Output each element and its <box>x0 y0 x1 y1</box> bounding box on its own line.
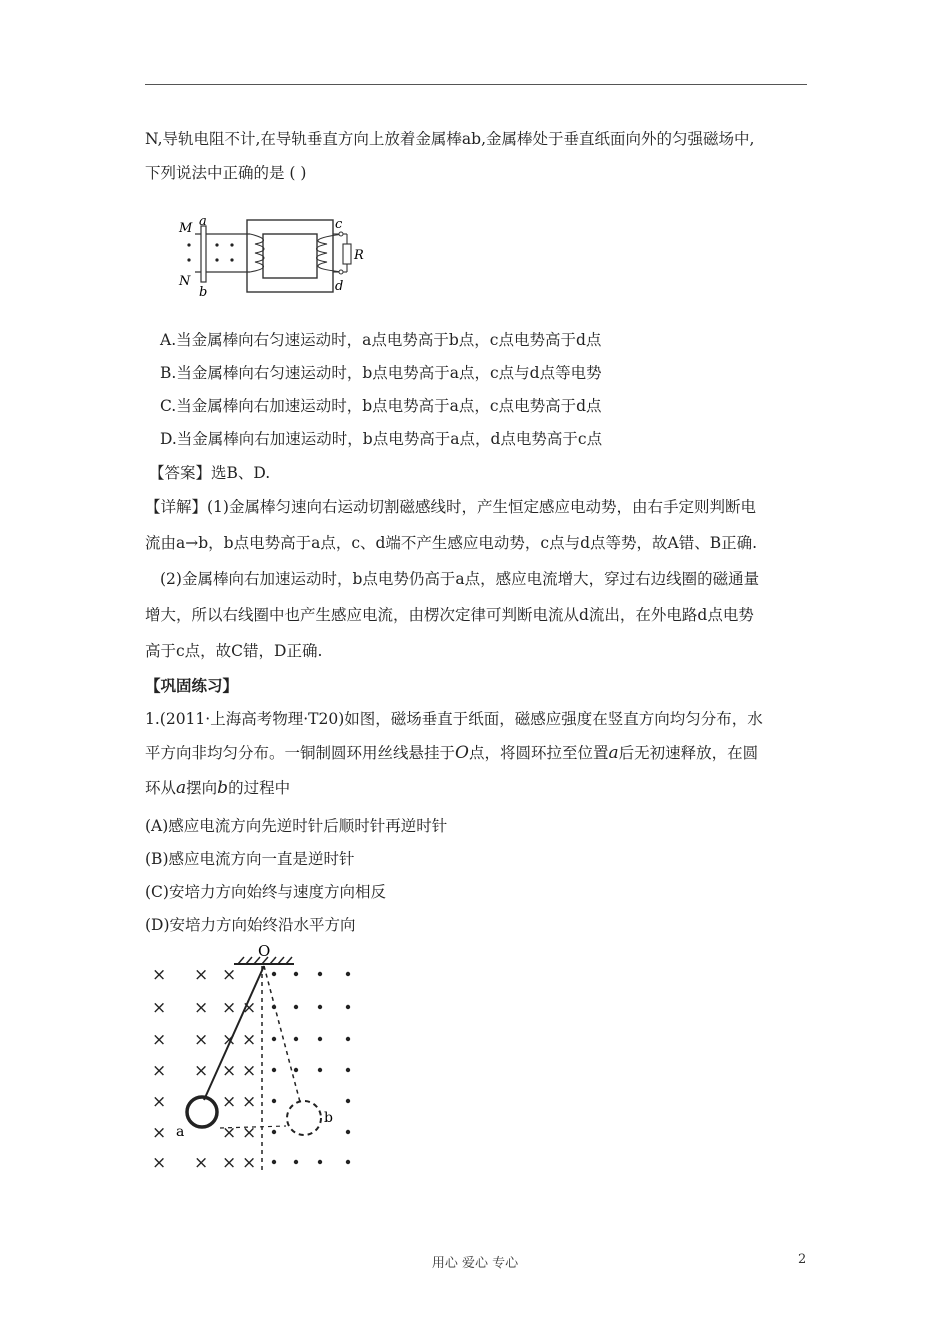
option-d: D.当金属棒向右加速运动时，b点电势高于a点，d点电势高于c点 <box>160 430 603 448</box>
practice-option-b: (B)感应电流方向一直是逆时针 <box>145 850 355 868</box>
label-a: a <box>199 214 207 229</box>
page-number: 2 <box>798 1252 807 1267</box>
field-dot-mark <box>272 1068 276 1072</box>
field-dot-mark <box>318 1037 322 1041</box>
field-cross-mark: × <box>152 965 167 985</box>
field-cross-mark: × <box>242 1123 257 1143</box>
field-dot-mark <box>294 1068 298 1072</box>
field-dot-mark <box>346 972 350 976</box>
option-c: C.当金属棒向右加速运动时，b点电势高于a点，c点电势高于d点 <box>160 397 602 415</box>
practice-q1-line2 <box>145 743 758 763</box>
circuit-figure <box>175 212 375 304</box>
practice-option-d: (D)安培力方向始终沿水平方向 <box>145 916 356 934</box>
field-cross-mark: × <box>194 998 209 1018</box>
header-rule <box>145 84 807 85</box>
field-cross-mark: × <box>152 1061 167 1081</box>
field-dot-mark <box>272 1099 276 1103</box>
field-cross-mark: × <box>242 1030 257 1050</box>
detail-line4: 增大，所以右线圈中也产生感应电流，由楞次定律可判断电流从d流出，在外电路d点电势 <box>145 606 754 624</box>
practice-q1-line1: 1.(2011·上海高考物理·T20)如图，磁场垂直于纸面，磁感应强度在竖直方向均匀分布，水 <box>145 710 763 728</box>
field-dot-mark <box>346 1160 350 1164</box>
field-dot-mark <box>272 1160 276 1164</box>
question-text-line2: 下列说法中正确的是 ( ) <box>145 164 307 182</box>
q1-line2-part-c: 后无初速释放，在圆 <box>618 744 759 762</box>
field-dot-mark <box>346 1037 350 1041</box>
detail-line3: (2)金属棒向右加速运动时，b点电势仍高于a点，感应电流增大，穿过右边线圈的磁通量 <box>160 570 760 588</box>
field-cross-mark: × <box>152 1153 167 1173</box>
field-dot-mark <box>318 1005 322 1009</box>
field-dot-mark <box>272 972 276 976</box>
label-b: b <box>199 285 208 300</box>
field-cross-mark: × <box>242 1061 257 1081</box>
field-cross-mark: × <box>194 1153 209 1173</box>
question-text-line1: N,导轨电阻不计,在导轨垂直方向上放着金属棒ab,金属棒处于垂直纸面向外的匀强磁场中, <box>145 130 755 148</box>
practice-option-c: (C)安培力方向始终与速度方向相反 <box>145 883 386 901</box>
q1-line2-part-a: 平方向非均匀分布。一铜制圆环用丝线悬挂于 <box>145 744 456 762</box>
field-cross-mark: × <box>222 1061 237 1081</box>
pendulum-figure <box>148 944 368 1174</box>
practice-heading: 【巩固练习】 <box>145 676 239 695</box>
field-cross-mark: × <box>222 1092 237 1112</box>
label-a-pos: a <box>176 1124 185 1140</box>
field-cross-mark: × <box>152 1092 167 1112</box>
practice-option-a: (A)感应电流方向先逆时针后顺时针再逆时针 <box>145 817 448 835</box>
practice-q1-line3 <box>145 778 290 798</box>
symbol-b: b <box>217 778 229 798</box>
symbol-a2: a <box>176 778 187 798</box>
field-cross-mark: × <box>242 998 257 1018</box>
field-cross-mark: × <box>222 965 237 985</box>
field-dot-mark <box>318 1160 322 1164</box>
field-cross-mark: × <box>194 1030 209 1050</box>
field-dot-mark <box>346 1005 350 1009</box>
field-dot-mark <box>346 1099 350 1103</box>
page-footer: 用心 爱心 专心 <box>431 1256 519 1271</box>
field-dot-mark <box>318 972 322 976</box>
q1-line2-part-b: 点，将圆环拉至位置 <box>468 744 609 762</box>
label-c: c <box>335 217 343 232</box>
label-b-pos: b <box>324 1110 333 1126</box>
field-dot-mark <box>272 1037 276 1041</box>
field-dot-mark <box>272 1130 276 1134</box>
field-cross-mark: × <box>152 1030 167 1050</box>
q1-line3-part-c: 的过程中 <box>228 779 291 797</box>
field-cross-mark: × <box>194 1061 209 1081</box>
field-dot-mark <box>294 1160 298 1164</box>
field-cross-mark: × <box>194 965 209 985</box>
detail-line5: 高于c点，故C错，D正确. <box>145 642 323 660</box>
field-cross-mark: × <box>222 1123 237 1143</box>
label-d: d <box>335 279 344 294</box>
label-N: N <box>179 274 191 289</box>
detail-line1: 【详解】(1)金属棒匀速向右运动切割磁感线时，产生恒定感应电动势，由右手定则判断电 <box>145 498 756 516</box>
field-dot-mark <box>346 1068 350 1072</box>
field-cross-mark: × <box>222 998 237 1018</box>
field-dot-mark <box>294 972 298 976</box>
field-dot-mark <box>294 1005 298 1009</box>
field-cross-mark: × <box>222 1030 237 1050</box>
field-dot-mark <box>346 1130 350 1134</box>
symbol-O: O <box>455 743 469 763</box>
field-dot-mark <box>318 1068 322 1072</box>
detail-line2: 流由a→b，b点电势高于a点，c、d端不产生感应电动势，c点与d点等势，故A错、B正确. <box>145 534 758 552</box>
answer-line: 【答案】选B、D. <box>149 464 271 482</box>
label-R: R <box>354 248 364 263</box>
field-cross-mark: × <box>152 1123 167 1143</box>
option-a: A.当金属棒向右匀速运动时，a点电势高于b点，c点电势高于d点 <box>160 331 602 349</box>
q1-line3-part-b: 摆向 <box>186 779 218 797</box>
field-cross-mark: × <box>222 1153 237 1173</box>
symbol-a: a <box>608 743 619 763</box>
field-cross-mark: × <box>152 998 167 1018</box>
field-cross-mark: × <box>242 1153 257 1173</box>
field-cross-mark: × <box>242 1092 257 1112</box>
option-b: B.当金属棒向右匀速运动时，b点电势高于a点，c点与d点等电势 <box>160 364 602 382</box>
field-dot-mark <box>294 1037 298 1041</box>
label-M: M <box>179 221 193 236</box>
q1-line3-part-a: 环从 <box>145 779 177 797</box>
label-O: O <box>258 944 271 960</box>
